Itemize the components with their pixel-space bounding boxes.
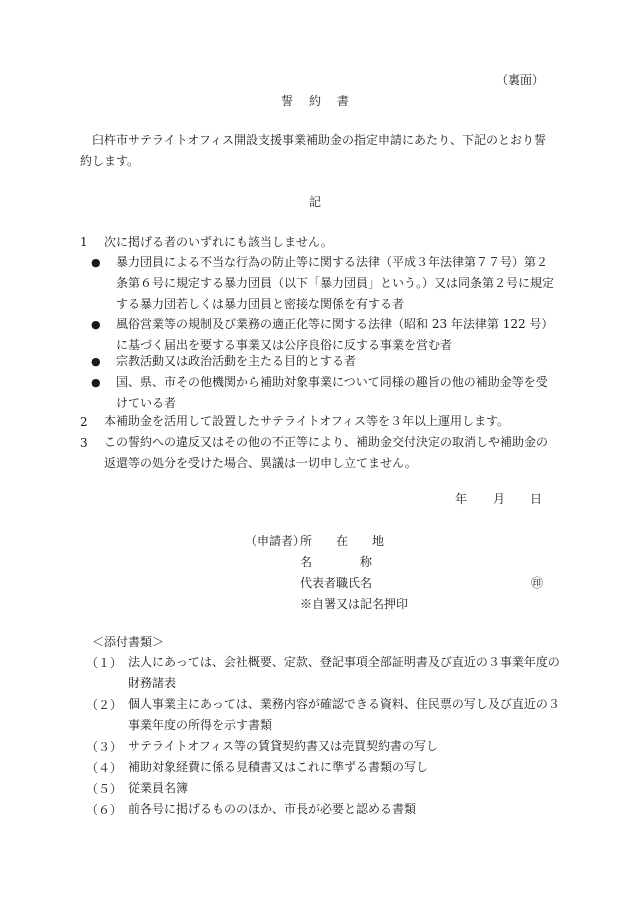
attachment-number: （６） (86, 803, 123, 817)
attachment-number: （５） (86, 782, 123, 796)
attachment-text: 前各号に掲げるもののほか、市長が必要と認める書類 (128, 802, 417, 816)
attachment-number: （２） (86, 698, 123, 712)
seal-icon: ㊞ (531, 576, 544, 590)
date-line (0, 491, 630, 509)
item-number: 1 (80, 235, 88, 249)
item-text: この誓約への違反又はその他の不正等により、補助金交付決定の取消しや補助金の返還等の処分を受けた場合、異議は一切申し立てません。 (104, 435, 549, 470)
bullet-icon: ● (91, 355, 101, 368)
item-number: 3 (80, 436, 88, 450)
intro-paragraph: 臼杵市サテライトオフィス開設支援事業補助金の指定申請にあたり、下記のとおり誓約します。 (80, 133, 546, 168)
attachment-text: サテライトオフィス等の賃貸契約書又は売買契約書の写し (128, 739, 438, 753)
ki-heading: 記 (308, 195, 321, 209)
bullet-icon: ● (91, 376, 101, 389)
title-char: 書 (336, 94, 349, 108)
attachments-heading: ＜添付書類＞ (92, 635, 165, 649)
bullet-icon: ● (91, 256, 101, 269)
attachment-text: 個人事業主にあっては、業務内容が確認できる資料、住民票の写し及び直近の３事業年度の所得を示す書類 (128, 697, 560, 732)
title-char: 約 (308, 94, 321, 108)
attachment-text: 補助対象経費に係る見積書又はこれに準ずる書類の写し (128, 760, 429, 774)
attachment-number: （１） (86, 656, 123, 670)
bullet-icon: ● (91, 318, 101, 331)
bullet-text: 国、県、市その他機関から補助対象事業について同様の趣旨の他の補助金等を受けている者 (116, 375, 548, 410)
document-title (0, 93, 630, 109)
attachment-text: 従業員名簿 (128, 781, 189, 795)
bullet-text: 風俗営業等の規制及び業務の適正化等に関する法律（昭和 23 年法律第 122 号）に基づく届出を要する事業又は公序良俗に反する事業を営む者 (116, 317, 554, 352)
signature-note: ※自署又は記名押印 (300, 597, 409, 611)
item-text: 本補助金を活用して設置したサテライトオフィス等を３年以上運用します。 (104, 414, 510, 428)
applicant-role: （申請者） (245, 534, 306, 548)
representative-label: 代表者職氏名 (300, 576, 373, 590)
item-number: 2 (80, 415, 88, 429)
name-label: 名 称 (300, 555, 373, 569)
address-label: 所 在 地 (300, 534, 385, 548)
attachment-number: （４） (86, 761, 123, 775)
bullet-text: 暴力団員による不当な行為の防止等に関する法律（平成３年法律第７７号）第２条第６号に規定する暴力団員（以下「暴力団員」という。）又は同条第２号に規定する暴力団若しくは暴力団員と密接な関係を有する者 (116, 255, 555, 311)
date-day: 日 (530, 492, 543, 506)
date-month: 月 (493, 492, 506, 506)
attachment-number: （３） (86, 740, 123, 754)
title-char: 誓 (281, 94, 294, 108)
date-year: 年 (455, 492, 468, 506)
item-text: 次に掲げる者のいずれにも該当しません。 (104, 235, 333, 249)
bullet-text: 宗教活動又は政治活動を主たる目的とする者 (116, 354, 357, 368)
page-side-note: （裏面） (495, 73, 544, 87)
attachment-text: 法人にあっては、会社概要、定款、登記事項全部証明書及び直近の３事業年度の財務諸表 (128, 655, 560, 690)
